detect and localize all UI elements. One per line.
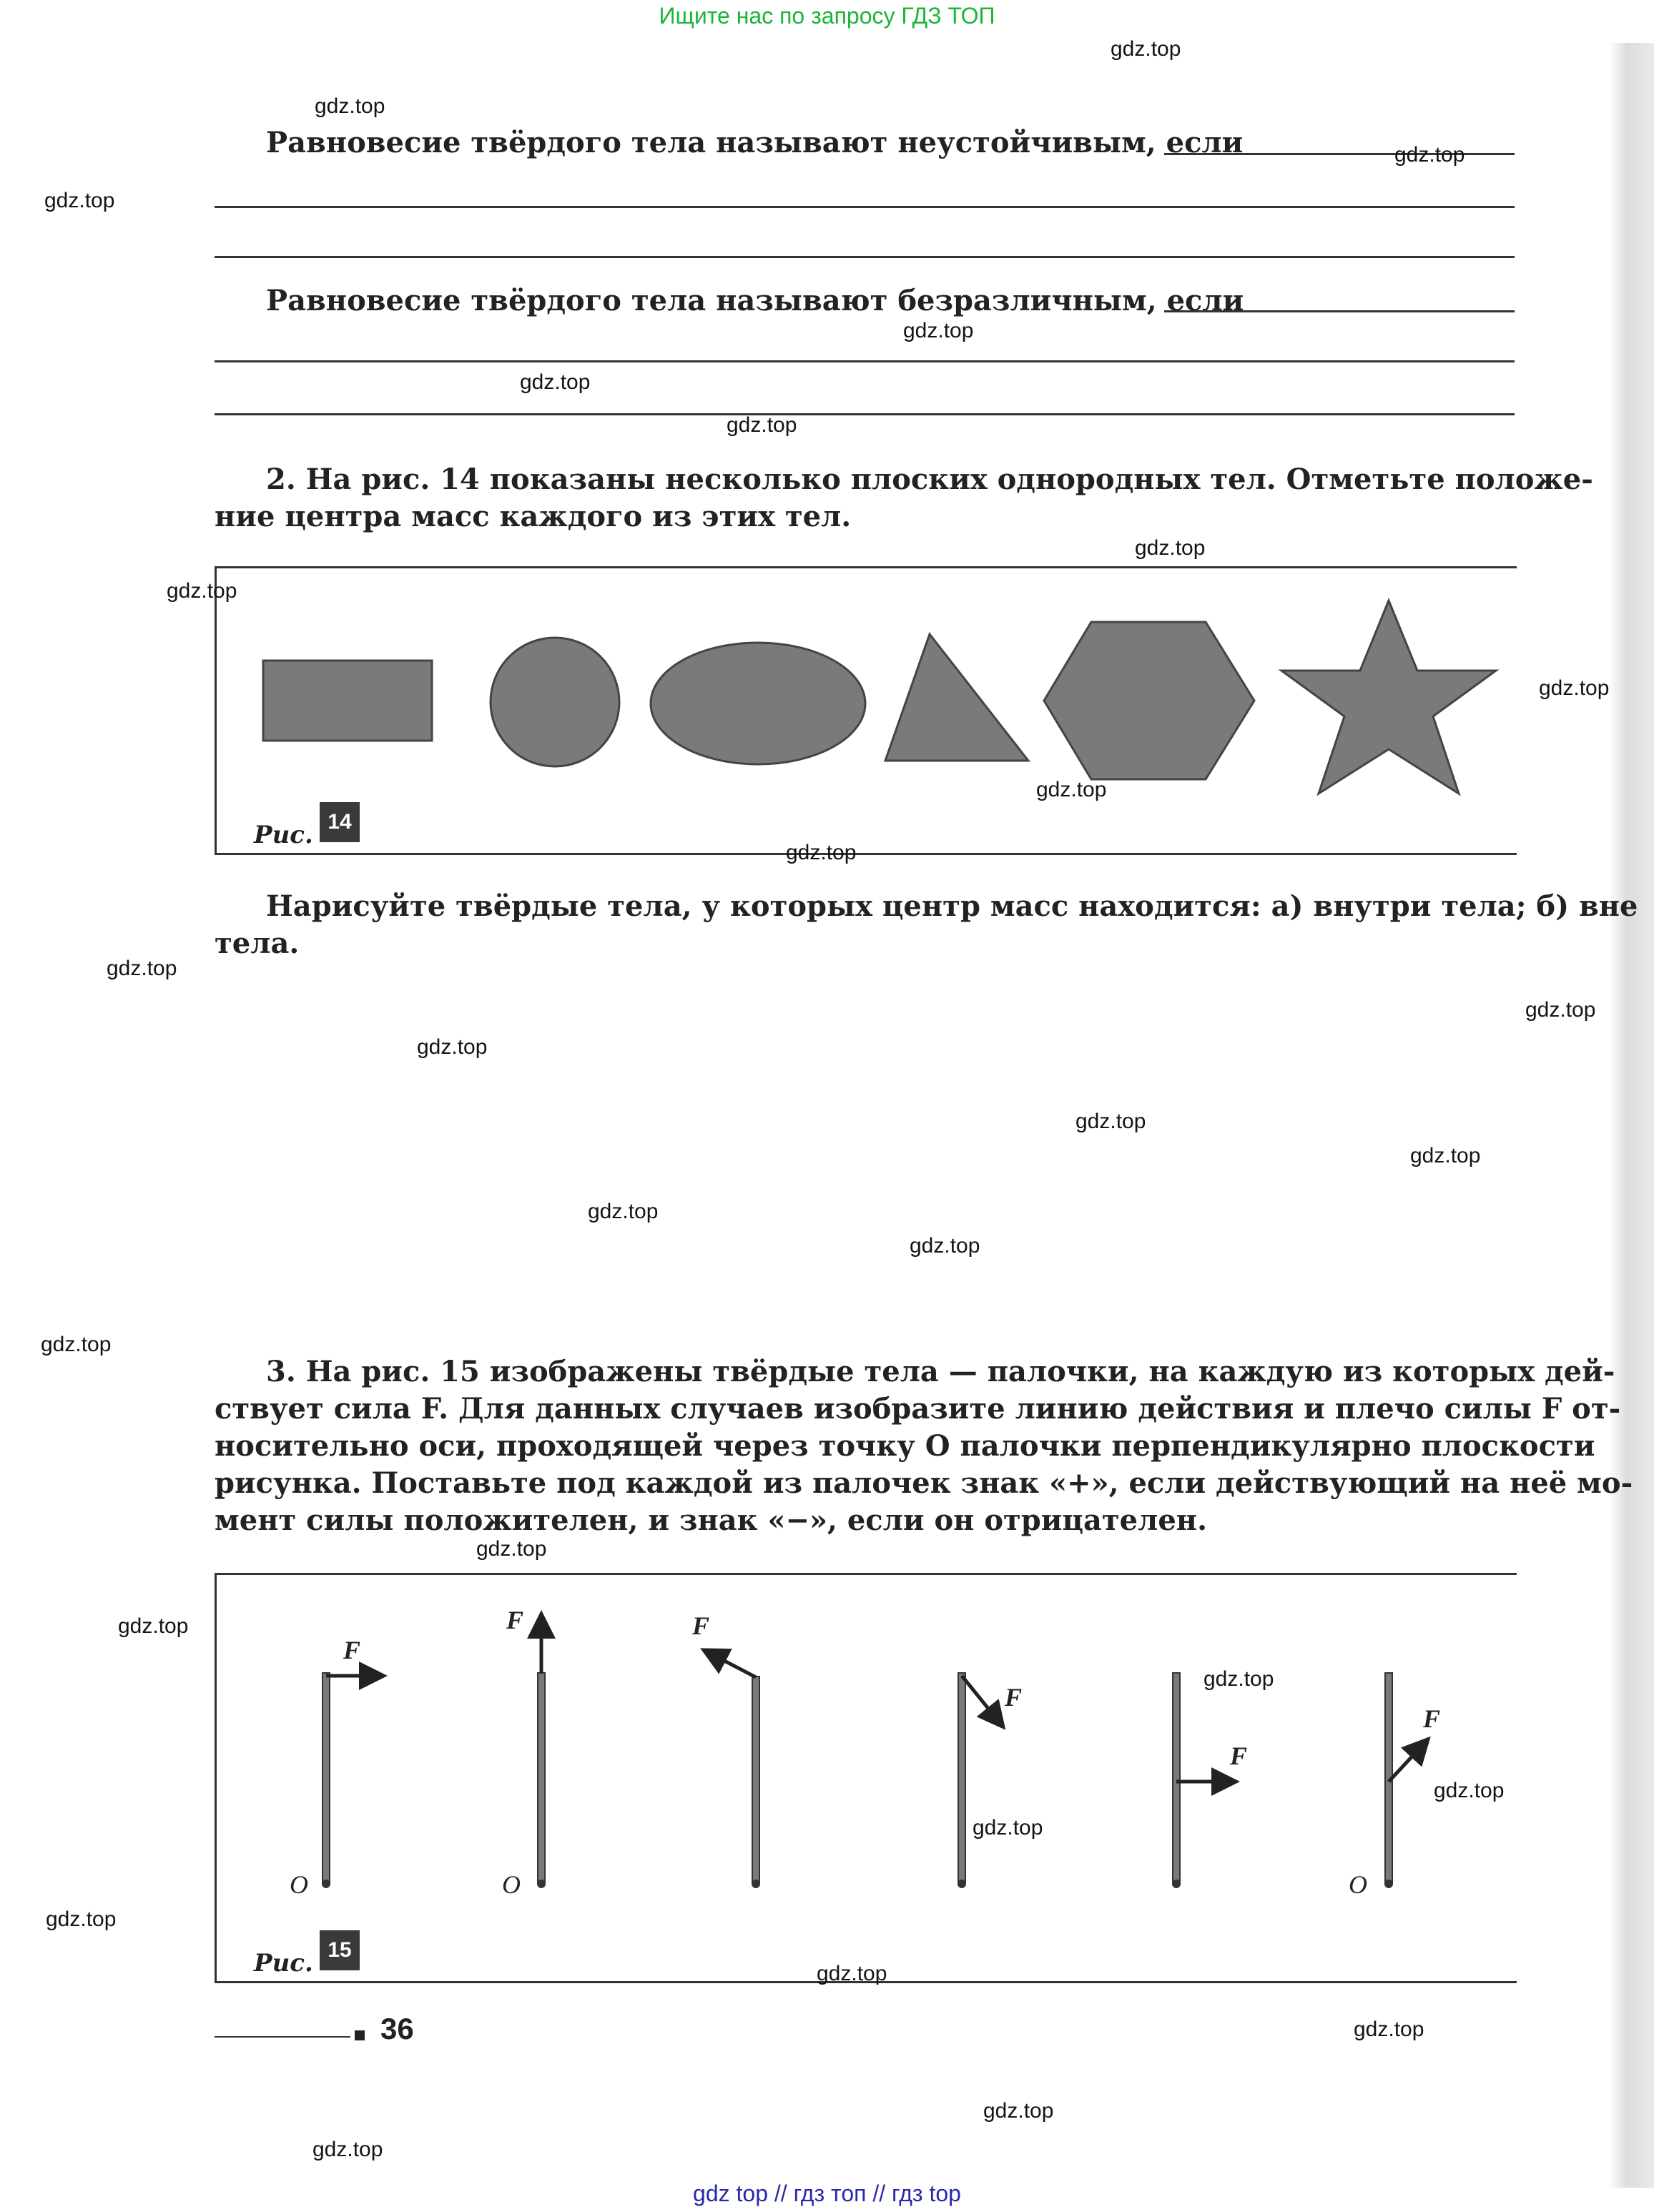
- force-arrow: [707, 1651, 756, 1677]
- figure-14-number: 14: [320, 802, 360, 842]
- stick-6: [1349, 1673, 1440, 1899]
- task2-line2: ние центра масс каждого из этих тел.: [215, 500, 852, 533]
- watermark: gdz.top: [476, 1537, 547, 1561]
- figure-15-number: 15: [320, 1930, 360, 1970]
- page-edge-shadow: [1609, 43, 1654, 2188]
- watermark: gdz.top: [786, 841, 857, 864]
- answer-line[interactable]: [1164, 310, 1515, 312]
- figure-15-label: Рис.: [254, 1949, 313, 1978]
- watermark: gdz.top: [910, 1234, 980, 1258]
- unstable-equilibrium-prompt: Равновесие твёрдого тела называют неустойчивым, если: [266, 126, 1244, 159]
- figure-14-shapes: [215, 566, 1516, 852]
- stick-3: [691, 1611, 760, 1888]
- force-label: F: [343, 1636, 361, 1664]
- stick: [752, 1677, 759, 1884]
- watermark: gdz.top: [1434, 1779, 1505, 1802]
- pivot-point: [958, 1880, 966, 1888]
- watermark: gdz.top: [118, 1614, 189, 1638]
- watermark: gdz.top: [1410, 1144, 1481, 1167]
- stick: [1173, 1673, 1180, 1884]
- watermark: gdz.top: [1111, 37, 1181, 61]
- pivot-point: [1172, 1880, 1181, 1888]
- triangle-icon[interactable]: [885, 634, 1028, 761]
- watermark: gdz.top: [1203, 1667, 1274, 1691]
- watermark: gdz.top: [588, 1200, 659, 1223]
- pivot-point: [752, 1880, 760, 1888]
- watermark: gdz.top: [727, 413, 797, 437]
- circle-icon[interactable]: [491, 638, 619, 766]
- task2-draw-line1: Нарисуйте твёрдые тела, у которых центр масс находится: а) внутри тела; б) вне: [266, 889, 1638, 923]
- watermark: gdz.top: [1036, 778, 1107, 801]
- ellipse-icon[interactable]: [651, 643, 865, 764]
- force-arrow: [962, 1676, 1001, 1724]
- watermark: gdz.top: [44, 189, 115, 212]
- pivot-point: [1384, 1880, 1393, 1888]
- watermark: gdz.top: [983, 2099, 1054, 2123]
- watermark: gdz.top: [41, 1333, 112, 1356]
- force-label: F: [1423, 1704, 1441, 1733]
- page-number: 36: [380, 2012, 414, 2045]
- star-icon[interactable]: [1281, 601, 1496, 794]
- watermark: gdz.top: [315, 94, 385, 118]
- answer-line[interactable]: [215, 413, 1515, 415]
- force-label: F: [1230, 1742, 1248, 1770]
- task3-line3: носительно оси, проходящей через точку O палочки перпендикулярно плоскости: [215, 1429, 1595, 1463]
- answer-line[interactable]: [215, 360, 1515, 362]
- answer-line[interactable]: [215, 206, 1515, 208]
- stick-2: [502, 1606, 546, 1899]
- watermark: gdz.top: [1394, 143, 1465, 167]
- hexagon-icon[interactable]: [1044, 622, 1254, 779]
- pivot-point: [537, 1880, 546, 1888]
- footer-square-icon: [355, 2030, 365, 2040]
- task3-line5: мент силы положителен, и знак «−», если он отрицателен.: [215, 1504, 1207, 1537]
- watermark: gdz.top: [417, 1035, 488, 1059]
- watermark: gdz.top: [1539, 676, 1610, 700]
- axis-label: O: [502, 1870, 521, 1899]
- watermark: gdz.top: [903, 319, 974, 342]
- task2-line1: [266, 461, 1593, 498]
- watermark: gdz.top: [1135, 536, 1206, 560]
- indifferent-equilibrium-prompt: Равновесие твёрдого тела называют безразличным, если: [266, 284, 1244, 317]
- stick: [958, 1673, 965, 1884]
- figure-15-sticks: [215, 1573, 1516, 1980]
- task3-number: 3.: [266, 1355, 296, 1388]
- task3-line2: ствует сила F. Для данных случаев изобразите линию действия и плечо силы F от-: [215, 1392, 1621, 1426]
- top-banner[interactable]: Ищите нас по запросу ГДЗ ТОП: [659, 3, 995, 29]
- watermark: gdz.top: [817, 1962, 887, 1985]
- stick-5: [1172, 1673, 1247, 1888]
- stick: [538, 1673, 545, 1884]
- stick-4: [958, 1673, 1022, 1888]
- bottom-bar[interactable]: gdz top // гдз топ // гдз top: [693, 2181, 961, 2206]
- watermark: gdz.top: [1075, 1110, 1146, 1133]
- force-label: F: [692, 1611, 710, 1640]
- figure-14-label: Рис.: [254, 821, 313, 849]
- watermark: gdz.top: [973, 1816, 1043, 1840]
- task3-line1: [266, 1353, 1615, 1391]
- stick: [323, 1673, 330, 1884]
- force-label: F: [1005, 1683, 1023, 1712]
- axis-label: O: [290, 1870, 308, 1899]
- task3-line1-text: На рис. 15 изображены твёрдые тела — палочки, на каждую из которых дей-: [305, 1355, 1615, 1388]
- watermark: gdz.top: [520, 370, 591, 394]
- task2-number: 2.: [266, 463, 296, 496]
- task3-line4: рисунка. Поставьте под каждой из палочек знак «+», если действующий на неё мо-: [215, 1466, 1633, 1500]
- footer-rule: [215, 2036, 350, 2038]
- axis-label: O: [1349, 1870, 1367, 1899]
- watermark: gdz.top: [1525, 998, 1596, 1022]
- force-label: F: [506, 1606, 524, 1634]
- watermark: gdz.top: [46, 1907, 117, 1931]
- answer-line[interactable]: [215, 256, 1515, 258]
- watermark: gdz.top: [107, 957, 177, 980]
- stick-1: [290, 1636, 380, 1899]
- rectangle-icon[interactable]: [263, 661, 432, 741]
- watermark: gdz.top: [312, 2138, 383, 2161]
- pivot-point: [322, 1880, 330, 1888]
- task2-draw-line2: тела.: [215, 927, 300, 960]
- watermark: gdz.top: [1354, 2018, 1424, 2041]
- task2-line1-text: На рис. 14 показаны несколько плоских однородных тел. Отметьте положе-: [305, 463, 1593, 496]
- force-arrow: [1389, 1742, 1426, 1782]
- watermark: gdz.top: [167, 579, 237, 603]
